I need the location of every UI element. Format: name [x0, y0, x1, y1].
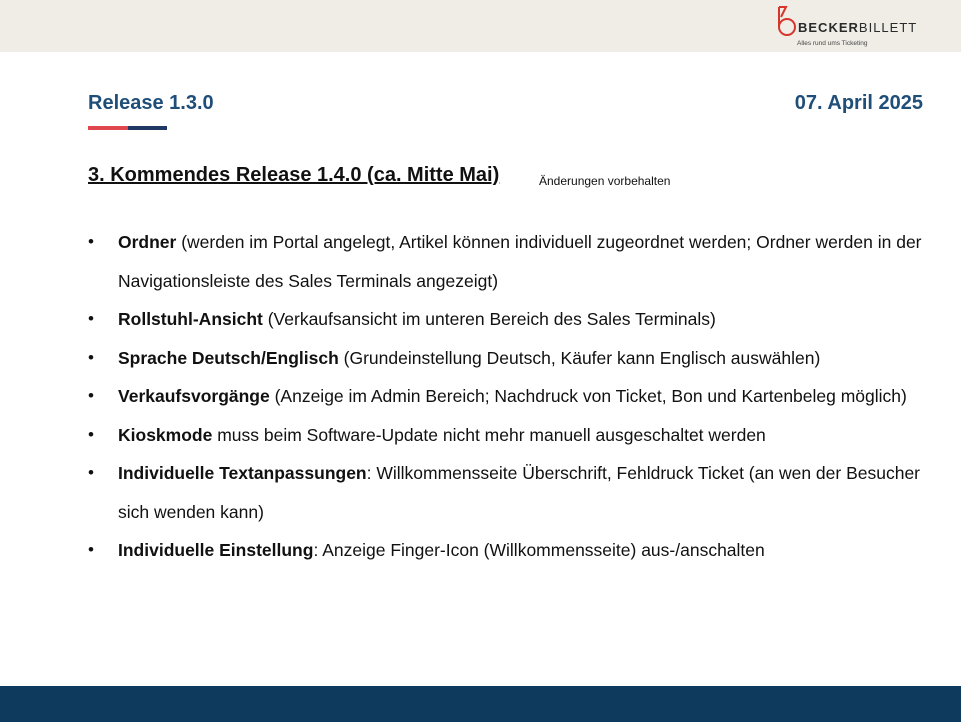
logo-word-bold: BECKER — [798, 20, 859, 35]
item-text: (werden im Portal angelegt, Artikel können individuell zugeordnet werden; Ordner werden in der Navigationsleiste des Sales Terminals angezeigt) — [118, 232, 922, 291]
item-text: (Grundeinstellung Deutsch, Käufer kann Englisch auswählen) — [338, 347, 821, 368]
item-title: Verkaufsvorgänge — [118, 386, 270, 406]
list-item — [88, 223, 928, 300]
bullet-icon: • — [88, 386, 94, 405]
list-item — [88, 416, 928, 455]
section-note: Änderungen vorbehalten — [539, 174, 671, 188]
item-title: Rollstuhl-Ansicht — [118, 309, 263, 329]
accent-line-red — [88, 126, 128, 130]
bullet-icon: • — [88, 232, 94, 251]
item-text: (Anzeige im Admin Bereich; Nachdruck von Ticket, Bon und Kartenbeleg möglich) — [269, 386, 907, 406]
item-title: Sprache Deutsch/Englisch — [118, 347, 339, 368]
item-text: : Anzeige Finger-Icon (Willkommensseite) aus-/anschalten — [313, 540, 765, 560]
list-item — [88, 339, 928, 378]
bullet-icon: • — [88, 424, 94, 444]
logo-tagline: Alles rund ums Ticketing — [797, 40, 868, 47]
item-title: Kioskmode — [118, 424, 213, 445]
release-title: Release 1.3.0 — [88, 92, 214, 114]
bullet-icon: • — [88, 540, 94, 559]
section-heading: 3. Kommendes Release 1.4.0 (ca. Mitte Mai) — [88, 164, 500, 186]
feature-list — [88, 223, 928, 570]
list-item — [88, 454, 928, 531]
accent-line-blue — [128, 126, 167, 130]
item-text: muss beim Software-Update nicht mehr manuell ausgeschaltet werden — [212, 424, 766, 445]
item-title: Individuelle Textanpassungen — [118, 463, 367, 483]
header-bar — [0, 0, 961, 52]
item-text: (Verkaufsansicht im unteren Bereich des Sales Terminals) — [262, 309, 716, 329]
item-text: : Willkommensseite Überschrift, Fehldruck Ticket (an wen der Besucher sich wenden kann) — [118, 463, 921, 522]
bullet-icon: • — [88, 463, 94, 482]
release-date: 07. April 2025 — [794, 92, 923, 114]
logo-mark-icon — [774, 5, 798, 39]
becker-billett-logo — [774, 5, 924, 49]
item-title: Ordner — [118, 232, 177, 252]
footer-bar — [0, 686, 961, 722]
list-item — [88, 300, 928, 339]
list-item — [88, 377, 928, 416]
logo-wordmark — [798, 20, 917, 35]
item-title: Individuelle Einstellung — [118, 540, 314, 560]
list-item — [88, 531, 928, 570]
bullet-icon: • — [88, 309, 94, 328]
logo-word-light: BILLETT — [858, 20, 918, 35]
bullet-icon: • — [88, 347, 94, 367]
